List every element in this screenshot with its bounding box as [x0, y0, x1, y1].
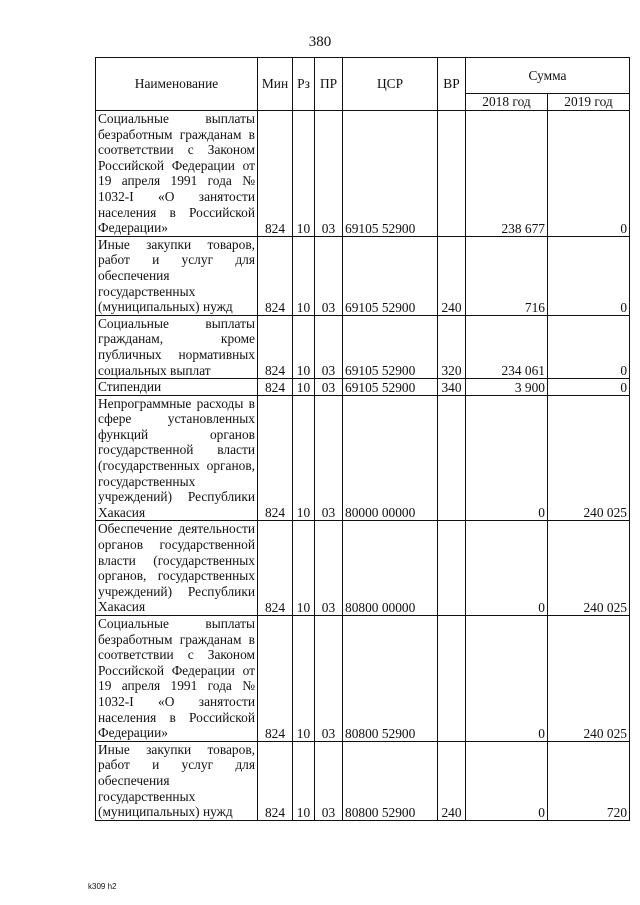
- row-sum-2018: 0: [466, 395, 548, 521]
- row-sum-2019: 0: [548, 315, 630, 378]
- table-body: [96, 111, 630, 821]
- row-pr: 03: [315, 236, 343, 315]
- row-sum-2018: 0: [466, 521, 548, 616]
- row-vr: 320: [438, 315, 466, 378]
- budget-table: [95, 57, 630, 821]
- row-sum-2019: 240 025: [548, 395, 630, 521]
- row-name: Стипендии: [96, 379, 258, 396]
- row-rz: 10: [293, 111, 315, 237]
- row-vr: [438, 111, 466, 237]
- header-sum: Сумма: [466, 58, 630, 94]
- row-sum-2019: 0: [548, 379, 630, 396]
- table-row: [96, 395, 630, 521]
- row-rz: 10: [293, 379, 315, 396]
- table-row: [96, 111, 630, 237]
- row-pr: 03: [315, 521, 343, 616]
- row-sum-2018: 716: [466, 236, 548, 315]
- row-min: 824: [258, 616, 293, 742]
- row-rz: 10: [293, 521, 315, 616]
- row-sum-2018: 3 900: [466, 379, 548, 396]
- header-year-2019: 2019 год: [548, 94, 630, 111]
- row-csr: 69105 52900: [343, 236, 438, 315]
- row-min: 824: [258, 315, 293, 378]
- row-name: Обеспечение деятельности органов государственной власти (государственных органов, государственных учреждений) Республики Хакасия: [96, 521, 258, 616]
- row-sum-2019: 0: [548, 111, 630, 237]
- row-sum-2019: 240 025: [548, 521, 630, 616]
- table-row: [96, 236, 630, 315]
- header-name: Наименование: [96, 58, 258, 111]
- table-row: [96, 741, 630, 820]
- row-min: 824: [258, 741, 293, 820]
- row-min: 824: [258, 521, 293, 616]
- row-pr: 03: [315, 379, 343, 396]
- row-csr: 69105 52900: [343, 111, 438, 237]
- row-rz: 10: [293, 315, 315, 378]
- header-rz: Рз: [293, 58, 315, 111]
- row-min: 824: [258, 395, 293, 521]
- table-row: [96, 315, 630, 378]
- row-vr: 340: [438, 379, 466, 396]
- row-sum-2019: 0: [548, 236, 630, 315]
- row-vr: [438, 616, 466, 742]
- table-row: [96, 616, 630, 742]
- row-name: Иные закупки товаров, работ и услуг для обеспечения государственных (муниципальных) нужд: [96, 741, 258, 820]
- row-vr: 240: [438, 741, 466, 820]
- row-sum-2019: 720: [548, 741, 630, 820]
- header-csr: ЦСР: [343, 58, 438, 111]
- row-vr: [438, 521, 466, 616]
- row-sum-2018: 0: [466, 616, 548, 742]
- row-vr: [438, 395, 466, 521]
- row-csr: 69105 52900: [343, 379, 438, 396]
- row-csr: 80800 52900: [343, 616, 438, 742]
- header-pr: ПР: [315, 58, 343, 111]
- header-vr: ВР: [438, 58, 466, 111]
- page-number: 380: [308, 34, 332, 50]
- row-name: Непрограммные расходы в сфере установленных функций органов государственной власти (государственных органов, государственных учреждений) Республики Хакасия: [96, 395, 258, 521]
- row-rz: 10: [293, 236, 315, 315]
- table-row: [96, 521, 630, 616]
- row-name: Социальные выплаты безработным гражданам в соответствии с Законом Российской Федерации от 19 апреля 1991 года № 1032-I «О занятости населения в Российской Федерации»: [96, 111, 258, 237]
- row-csr: 80800 52900: [343, 741, 438, 820]
- row-pr: 03: [315, 315, 343, 378]
- row-rz: 10: [293, 616, 315, 742]
- row-pr: 03: [315, 616, 343, 742]
- row-sum-2018: 238 677: [466, 111, 548, 237]
- footer-code: k309 h2: [88, 882, 117, 891]
- header-min: Мин: [258, 58, 293, 111]
- row-sum-2018: 0: [466, 741, 548, 820]
- row-sum-2019: 240 025: [548, 616, 630, 742]
- row-rz: 10: [293, 395, 315, 521]
- row-min: 824: [258, 379, 293, 396]
- header-year-2018: 2018 год: [466, 94, 548, 111]
- row-vr: 240: [438, 236, 466, 315]
- row-csr: 80000 00000: [343, 395, 438, 521]
- table-row: [96, 379, 630, 396]
- row-name: Иные закупки товаров, работ и услуг для обеспечения государственных (муниципальных) нужд: [96, 236, 258, 315]
- row-sum-2018: 234 061: [466, 315, 548, 378]
- row-rz: 10: [293, 741, 315, 820]
- row-csr: 69105 52900: [343, 315, 438, 378]
- row-min: 824: [258, 236, 293, 315]
- row-name: Социальные выплаты гражданам, кроме публичных нормативных социальных выплат: [96, 315, 258, 378]
- row-min: 824: [258, 111, 293, 237]
- row-pr: 03: [315, 395, 343, 521]
- row-pr: 03: [315, 111, 343, 237]
- row-name: Социальные выплаты безработным гражданам в соответствии с Законом Российской Федерации от 19 апреля 1991 года № 1032-I «О занятости населения в Российской Федерации»: [96, 616, 258, 742]
- row-csr: 80800 00000: [343, 521, 438, 616]
- row-pr: 03: [315, 741, 343, 820]
